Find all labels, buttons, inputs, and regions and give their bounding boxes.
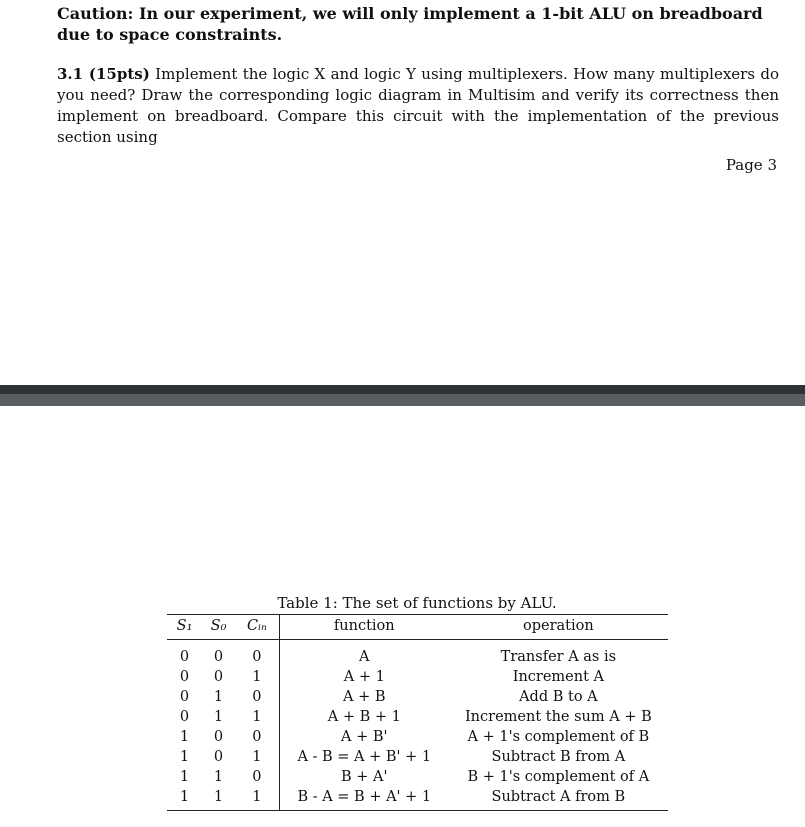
cell-operation: Subtract B from A bbox=[491, 749, 626, 765]
cell-s1: 1 bbox=[179, 749, 190, 765]
cell-function: A + 1 bbox=[343, 669, 385, 685]
cell-cin: 0 bbox=[235, 687, 279, 707]
cell-s0: 0 bbox=[213, 649, 224, 665]
cell-s1: 1 bbox=[179, 769, 190, 785]
cell-s1: 0 bbox=[179, 669, 190, 685]
table-row bbox=[167, 667, 668, 687]
question-3-1 bbox=[57, 64, 779, 148]
cell-function: A bbox=[359, 649, 370, 665]
cell-cin: 1 bbox=[235, 747, 279, 767]
cell-s0: 0 bbox=[213, 729, 224, 745]
cell-function: A - B = A + B' + 1 bbox=[297, 749, 432, 765]
cell-function: B + A' bbox=[341, 769, 388, 785]
page-separator bbox=[0, 385, 805, 394]
cell-operation: Increment A bbox=[512, 669, 604, 685]
cell-s0: 1 bbox=[213, 709, 224, 725]
cell-s0: 1 bbox=[213, 769, 224, 785]
cell-operation: Add B to A bbox=[519, 689, 598, 705]
header-operation: operation bbox=[523, 618, 594, 634]
cell-function: A + B bbox=[343, 689, 386, 705]
question-number: 3.1 (15pts) bbox=[57, 65, 150, 83]
cell-operation: Subtract A from B bbox=[491, 789, 626, 805]
cell-s0: 0 bbox=[213, 749, 224, 765]
table-row bbox=[167, 767, 668, 787]
cell-s1: 0 bbox=[179, 689, 190, 705]
cell-cin: 1 bbox=[235, 707, 279, 727]
page-number: Page 3 bbox=[725, 156, 777, 174]
document-page-top bbox=[0, 0, 805, 385]
cell-cin: 1 bbox=[235, 667, 279, 687]
header-function: function bbox=[333, 618, 395, 634]
caution-note: Caution: In our experiment, we will only implement a 1-bit ALU on breadboard due to space constraints. bbox=[57, 4, 763, 44]
cell-operation: B + 1's complement of A bbox=[467, 769, 650, 785]
table-caption: Table 1: The set of functions by ALU. bbox=[277, 594, 557, 612]
table-row bbox=[167, 727, 668, 747]
table-header-row bbox=[167, 615, 668, 640]
cell-s0: 1 bbox=[213, 689, 224, 705]
cell-function: B - A = B + A' + 1 bbox=[297, 789, 432, 805]
alu-function-table bbox=[167, 614, 668, 811]
table-row bbox=[167, 640, 668, 668]
table-row bbox=[167, 747, 668, 767]
cell-cin: 0 bbox=[235, 767, 279, 787]
table-row bbox=[167, 787, 668, 811]
cell-s1: 0 bbox=[179, 649, 190, 665]
page-separator-shade bbox=[0, 394, 805, 406]
cell-s1: 0 bbox=[179, 709, 190, 725]
header-cin: Cᵢₙ bbox=[235, 615, 279, 640]
cell-cin: 1 bbox=[235, 787, 279, 811]
header-s0: S₀ bbox=[210, 618, 227, 634]
table-row bbox=[167, 687, 668, 707]
header-s1: S₁ bbox=[176, 618, 193, 634]
cell-s0: 1 bbox=[213, 789, 224, 805]
cell-operation: Increment the sum A + B bbox=[464, 709, 652, 725]
cell-s1: 1 bbox=[179, 729, 190, 745]
question-text: Implement the logic X and logic Y using multiplexers. How many multiplexers do you need? Draw the corresponding logic diagram in Multisim and verify its correctness then implement on breadboard. Compare this circuit with the implementation of the previous section using bbox=[57, 65, 779, 146]
cell-operation: A + 1's complement of B bbox=[467, 729, 650, 745]
cell-cin: 0 bbox=[235, 727, 279, 747]
cell-function: A + B + 1 bbox=[327, 709, 401, 725]
cell-cin: 0 bbox=[235, 640, 279, 668]
cell-operation: Transfer A as is bbox=[500, 649, 617, 665]
cell-function: A + B' bbox=[341, 729, 388, 745]
table-row bbox=[167, 707, 668, 727]
cell-s0: 0 bbox=[213, 669, 224, 685]
cell-s1: 1 bbox=[179, 789, 190, 805]
